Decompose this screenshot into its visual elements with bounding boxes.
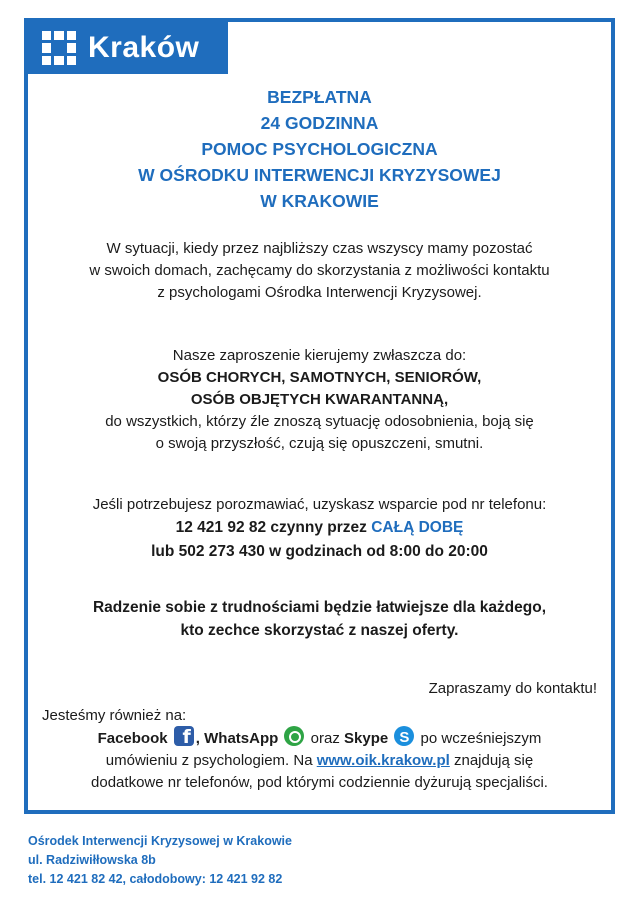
krakow-logo xyxy=(28,22,228,74)
audience-group-1: OSÓB CHORYCH, SAMOTNYCH, SENIORÓW, xyxy=(157,369,482,386)
headline-line: POMOC PSYCHOLOGICZNA xyxy=(201,139,438,159)
footer-phones: tel. 12 421 82 42, całodobowy: 12 421 92 82 xyxy=(28,872,283,886)
phones-paragraph xyxy=(28,494,611,564)
headline-line: W KRAKOWIE xyxy=(260,191,379,211)
phones-lead: Jeśli potrzebujesz porozmawiać, uzyskasz wsparcie pod nr telefonu: xyxy=(92,496,547,513)
all-day-text: CAŁĄ DOBĘ xyxy=(371,519,464,536)
socials-after-text: po wcześniejszym xyxy=(420,730,542,747)
headline xyxy=(28,84,611,214)
socials-line-3: dodatkowe nr telefonów, pod którymi codziennie dyżurują specjaliści. xyxy=(91,774,548,791)
footer-address xyxy=(28,832,292,889)
audience-group-2: OSÓB OBJĘTYCH KWARANTANNĄ, xyxy=(190,391,449,408)
facebook-label: Facebook xyxy=(97,730,168,747)
facebook-icon[interactable] xyxy=(174,726,194,746)
krakow-logo-icon xyxy=(42,31,76,65)
audience-rest-2: o swoją przyszłość, czują się opuszczeni, smutni. xyxy=(155,435,484,452)
phone-1: 12 421 92 82 czynny przez xyxy=(175,519,372,536)
audience-rest-1: do wszystkich, którzy źle znoszą sytuację odosobnienia, boją się xyxy=(105,413,534,430)
socials-line-2 xyxy=(28,750,611,772)
skype-label: Skype xyxy=(344,730,389,747)
socials-paragraph xyxy=(28,726,611,794)
audience-lead: Nasze zaproszenie kierujemy zwłaszcza do: xyxy=(172,347,467,364)
group-2-text: OSÓB OBJĘTYCH KWARANTANNĄ xyxy=(190,391,444,408)
also-on-text: Jesteśmy również na: xyxy=(42,707,187,724)
headline-line: W OŚRODKU INTERWENCJI KRYZYSOWEJ xyxy=(138,165,501,185)
logo-text: Kraków xyxy=(88,31,200,64)
phone-line-1 xyxy=(28,516,611,540)
phone-line-2: lub 502 273 430 w godzinach od 8:00 do 20:00 xyxy=(151,543,488,560)
audience-paragraph xyxy=(28,345,611,455)
intro-line: w swoich domach, zachęcamy do skorzystania z możliwości kontaktu xyxy=(89,262,550,279)
encouragement-line: kto zechce skorzystać z naszej oferty. xyxy=(180,622,459,639)
website-link[interactable]: www.oik.krakow.pl xyxy=(316,752,450,769)
encouragement-paragraph xyxy=(28,596,611,642)
group-1-text: OSÓB CHORYCH, SAMOTNYCH, SENIORÓW xyxy=(157,369,478,386)
intro-paragraph xyxy=(28,238,611,304)
footer-street: ul. Radziwiłłowska 8b xyxy=(28,853,156,867)
footer-org-name: Ośrodek Interwencji Kryzysowej w Krakowie xyxy=(28,834,292,848)
headline-line: 24 GODZINNA xyxy=(260,113,379,133)
whatsapp-label: WhatsApp xyxy=(204,730,279,747)
whatsapp-icon[interactable] xyxy=(284,726,304,746)
skype-icon[interactable] xyxy=(394,726,414,746)
invite-text: Zapraszamy do kontaktu! xyxy=(428,680,597,697)
headline-line: BEZPŁATNA xyxy=(267,87,372,107)
socials-line-1: Facebook f , WhatsApp oraz Skype S po wcześniejszym xyxy=(28,726,611,750)
intro-line: z psychologami Ośrodka Interwencji Kryzysowej. xyxy=(157,284,482,301)
oraz-text: oraz xyxy=(310,730,340,747)
socials-line2-prefix: umówieniu z psychologiem. Na xyxy=(105,752,317,769)
socials-line2-suffix: znajdują się xyxy=(449,752,534,769)
poster-frame xyxy=(24,18,615,814)
intro-line: W sytuacji, kiedy przez najbliższy czas wszyscy mamy pozostać xyxy=(106,240,533,257)
encouragement-line: Radzenie sobie z trudnościami będzie łatwiejsze dla każdego, xyxy=(92,599,547,616)
